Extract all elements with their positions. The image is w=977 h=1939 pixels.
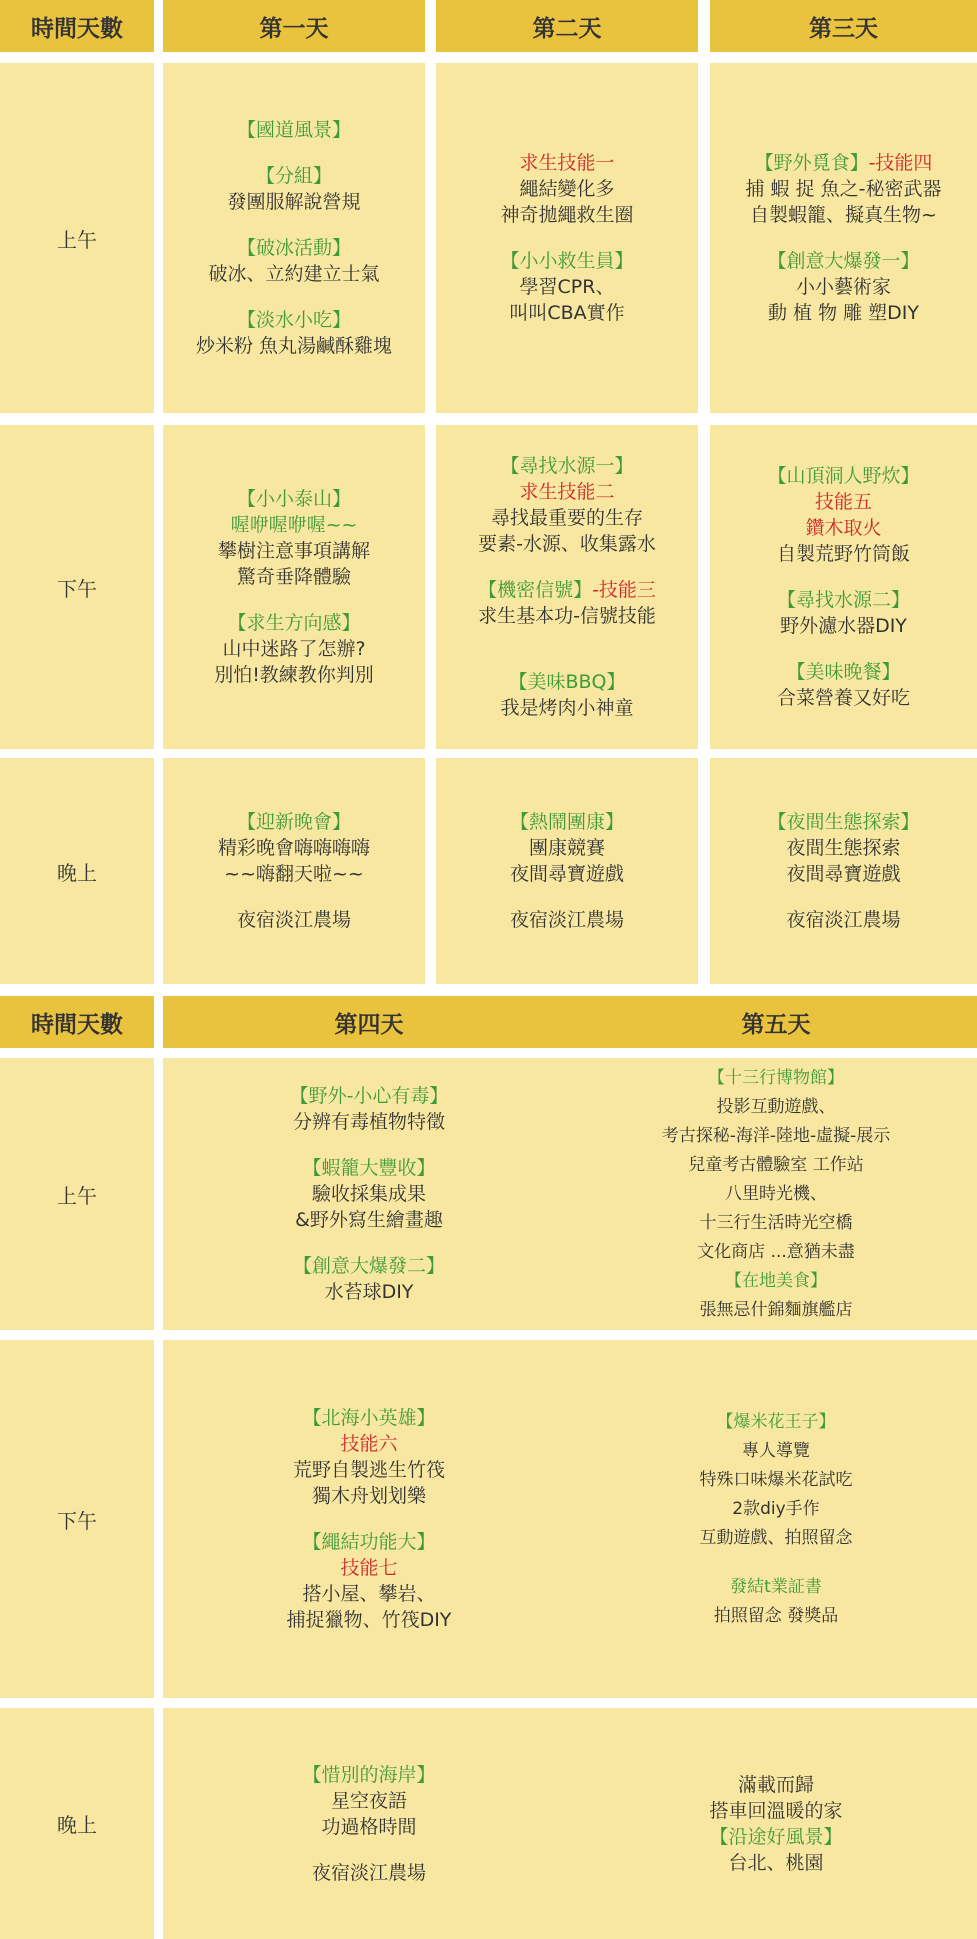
activity-line <box>519 479 614 505</box>
activity-line <box>500 695 633 721</box>
activity-line <box>700 1524 853 1553</box>
activity-line <box>227 610 360 636</box>
activity-text: 驚奇垂降體驗 <box>236 566 351 588</box>
activity-line <box>786 907 900 933</box>
activity-line <box>510 907 624 933</box>
activity-line <box>700 1209 853 1238</box>
activity-text: 破冰、立約建立士氣 <box>208 263 380 285</box>
header-label: 第五天 <box>741 1011 811 1038</box>
activity-text: 學習CPR、 <box>519 276 615 298</box>
time-day-header <box>0 0 154 52</box>
activity-line <box>500 202 633 228</box>
activity-line <box>750 202 937 228</box>
activity-text: 叫叫CBA實作 <box>509 302 625 324</box>
activity-line <box>742 1437 810 1466</box>
schedule-cell <box>163 63 425 413</box>
activity-line <box>293 1253 445 1279</box>
skill-label: 求生技能二 <box>519 481 615 503</box>
schedule-cell <box>163 425 425 749</box>
activity-line <box>510 861 624 887</box>
time-slot-label <box>0 758 154 984</box>
activity-title: 【分組】 <box>255 165 332 187</box>
activity-text: 特殊口味爆米花試吃 <box>699 1469 853 1490</box>
header-label: 第一天 <box>259 15 329 42</box>
activity-text: 拍照留念 發獎品 <box>713 1605 839 1626</box>
activity-line <box>786 835 900 861</box>
activity-line <box>290 1083 449 1109</box>
activity-line <box>786 659 900 685</box>
schedule-cell <box>436 758 698 984</box>
activity-line <box>728 1850 823 1876</box>
activity-text: ~~嗨翻天啦~~ <box>224 863 364 885</box>
activity-title: 【熱鬧團康】 <box>509 811 624 833</box>
activity-line <box>738 1772 814 1798</box>
activity-line <box>237 117 351 143</box>
activity-text: 專人導覽 <box>742 1440 810 1461</box>
activity-line <box>478 577 656 603</box>
activity-title: 【淡水小吃】 <box>236 309 351 331</box>
time-slot-text: 晚上 <box>57 860 97 885</box>
activity-title: 【創意大爆發二】 <box>292 1255 445 1277</box>
time-slot-label <box>0 63 154 413</box>
activity-text: 夜宿淡江農場 <box>236 909 351 931</box>
activity-line <box>237 235 351 261</box>
activity-text: 繩結變化多 <box>519 178 615 200</box>
activity-line <box>287 1607 452 1633</box>
activity-text: 小小藝術家 <box>795 276 891 298</box>
activity-line <box>725 1180 827 1209</box>
activity-text: 星空夜語 <box>330 1789 407 1812</box>
activity-line <box>520 274 615 300</box>
activity-line <box>302 1581 435 1607</box>
activity-title: 【創意大爆發一】 <box>767 250 920 272</box>
schedule-cell <box>575 1708 977 1939</box>
activity-line <box>218 835 370 861</box>
activity-line <box>312 1483 426 1509</box>
activity-text: 神奇拋繩救生圈 <box>500 204 634 226</box>
activity-title: 【國道風景】 <box>236 119 351 141</box>
activity-line <box>509 300 624 326</box>
activity-line <box>222 636 365 662</box>
activity-text: 團康競賽 <box>528 837 605 859</box>
activity-text: 夜間尋寶遊戲 <box>509 863 624 885</box>
activity-text: 尋找最重要的生存 <box>490 507 643 529</box>
activity-title: 【十三行博物館】 <box>708 1067 844 1088</box>
activity-line <box>340 1431 397 1457</box>
skill-label: 技能五 <box>814 491 872 513</box>
activity-line <box>746 176 942 202</box>
activity-line <box>688 1151 863 1180</box>
schedule-cell <box>163 758 425 984</box>
time-slot-label <box>0 1708 154 1939</box>
activity-line <box>478 603 656 629</box>
activity-line <box>730 1573 822 1602</box>
activity-text: 夜宿淡江農場 <box>509 909 624 931</box>
activity-line <box>295 1207 443 1233</box>
activity-text: 合菜營養又好吃 <box>776 687 910 709</box>
time-slot-label <box>0 425 154 749</box>
activity-line <box>302 1762 435 1788</box>
activity-line <box>708 1064 844 1093</box>
activity-line <box>312 1181 426 1207</box>
activity-text: 夜宿淡江農場 <box>786 909 901 931</box>
activity-line <box>777 685 910 711</box>
activity-title: 【爆米花王子】 <box>716 1411 836 1432</box>
activity-title: 【求生方向感】 <box>227 612 361 634</box>
header-label: 時間天數 <box>31 15 123 42</box>
activity-line <box>218 538 370 564</box>
activity-line <box>237 486 351 512</box>
activity-text: 精彩晚會嗨嗨嗨嗨 <box>217 837 370 859</box>
schedule-cell <box>436 63 698 413</box>
activity-text: 要素-水源、收集露水 <box>478 533 656 555</box>
skill-label: -技能四 <box>868 152 933 174</box>
skill-label: -技能三 <box>592 579 656 601</box>
activity-title: 【蝦籠大豐收】 <box>302 1157 436 1179</box>
header-label: 第二天 <box>532 15 602 42</box>
schedule-cell <box>163 1058 575 1330</box>
activity-text: 獨木舟划划樂 <box>311 1485 426 1507</box>
schedule-cell <box>436 425 698 749</box>
activity-line <box>780 613 907 639</box>
activity-line <box>725 1267 827 1296</box>
activity-line <box>815 489 872 515</box>
activity-line <box>700 1466 853 1495</box>
activity-text: 考古探秘-海洋-陸地-虛擬-展示 <box>661 1125 891 1146</box>
activity-text: 2款diy手作 <box>732 1498 820 1519</box>
activity-text: 分辨有毒植物特徵 <box>292 1111 445 1133</box>
activity-title: 【小小泰山】 <box>236 488 351 510</box>
activity-title: 【機密信號】 <box>478 579 593 601</box>
header-label: 時間天數 <box>31 1011 123 1038</box>
activity-line <box>510 809 624 835</box>
activity-line <box>302 1405 435 1431</box>
activity-line <box>662 1122 891 1151</box>
activity-title: 喔咿喔咿喔~~ <box>230 514 358 536</box>
activity-title: 【尋找水源一】 <box>500 455 634 477</box>
schedule-cell <box>710 758 977 984</box>
activity-text: 攀樹注意事項講解 <box>217 540 370 562</box>
activity-line <box>768 300 919 326</box>
skill-label: 技能七 <box>340 1557 398 1579</box>
activity-text: 互動遊戲、拍照留念 <box>699 1527 853 1548</box>
activity-text: 八里時光機、 <box>725 1183 827 1204</box>
day-header <box>710 0 977 52</box>
activity-line <box>325 1279 414 1305</box>
activity-line <box>500 248 633 274</box>
time-slot-label <box>0 1340 154 1698</box>
activity-title: 【沿途好風景】 <box>709 1825 843 1848</box>
activity-line <box>519 176 614 202</box>
activity-text: 炒米粉 魚丸湯鹹酥雞塊 <box>195 335 393 357</box>
activity-line <box>231 512 358 538</box>
activity-text: &野外寫生繪畫趣 <box>295 1209 443 1231</box>
activity-line <box>709 1824 842 1850</box>
activity-text: 搭小屋、攀岩、 <box>302 1583 436 1605</box>
activity-line <box>767 809 919 835</box>
activity-line <box>786 861 900 887</box>
activity-line <box>208 261 379 287</box>
activity-line <box>293 1457 445 1483</box>
header-label: 第三天 <box>809 15 878 42</box>
activity-line <box>700 1296 853 1325</box>
activity-line <box>732 1495 819 1524</box>
activity-title: 【夜間生態探索】 <box>767 811 920 833</box>
schedule-cell <box>710 63 977 413</box>
skill-label: 技能六 <box>340 1433 398 1455</box>
activity-line <box>237 307 351 333</box>
activity-line <box>237 907 351 933</box>
skill-label: 求生技能一 <box>519 152 615 174</box>
activity-line <box>519 150 614 176</box>
activity-line <box>340 1555 397 1581</box>
activity-line <box>227 189 360 215</box>
activity-line <box>256 163 332 189</box>
activity-title: 【惜別的海岸】 <box>302 1763 436 1786</box>
activity-text: 野外濾水器DIY <box>780 615 907 637</box>
activity-text: 滿載而歸 <box>737 1773 814 1796</box>
day-header <box>575 996 977 1048</box>
activity-line <box>796 274 891 300</box>
day-header <box>163 0 425 52</box>
schedule-cell <box>710 425 977 749</box>
day-header <box>436 0 698 52</box>
activity-text: 求生基本功-信號技能 <box>478 605 656 627</box>
schedule-cell <box>575 1058 977 1330</box>
schedule-cell <box>163 1708 575 1939</box>
activity-text: 台北、桃園 <box>728 1851 824 1874</box>
activity-line <box>237 564 351 590</box>
activity-line <box>717 1093 836 1122</box>
time-slot-text: 上午 <box>57 227 97 252</box>
activity-line <box>302 1529 435 1555</box>
activity-line <box>293 1109 445 1135</box>
activity-line <box>767 248 919 274</box>
activity-line <box>767 463 919 489</box>
time-slot-text: 下午 <box>57 1508 97 1533</box>
activity-text: 捕 蝦 捉 魚之-秘密武器 <box>745 178 942 200</box>
activity-title: 【美味BBQ】 <box>508 671 626 693</box>
activity-title: 【尋找水源二】 <box>776 589 910 611</box>
activity-text: 文化商店 ...意猶未盡 <box>697 1241 855 1262</box>
activity-line <box>805 515 881 541</box>
activity-text: 捕捉獵物、竹筏DIY <box>286 1609 452 1631</box>
activity-line <box>312 1860 426 1886</box>
activity-line <box>717 1408 836 1437</box>
activity-line <box>491 505 643 531</box>
activity-line <box>478 531 656 557</box>
activity-line <box>224 861 364 887</box>
activity-title: 【迎新晚會】 <box>236 811 351 833</box>
activity-text: 功過格時間 <box>321 1815 417 1838</box>
activity-title: 【破冰活動】 <box>236 237 351 259</box>
activity-text: 發團服解說營規 <box>227 191 361 213</box>
activity-title: 【小小救生員】 <box>500 250 634 272</box>
activity-text: 我是烤肉小神童 <box>500 697 634 719</box>
activity-text: 搭車回溫暖的家 <box>709 1799 843 1822</box>
activity-text: 夜宿淡江農場 <box>311 1861 426 1884</box>
activity-line <box>321 1814 416 1840</box>
activity-text: 荒野自製逃生竹筏 <box>292 1459 445 1481</box>
activity-line <box>697 1238 855 1267</box>
time-slot-text: 晚上 <box>57 1813 97 1837</box>
activity-title: 發結t業証書 <box>730 1576 822 1597</box>
activity-title: 【在地美食】 <box>725 1270 827 1291</box>
activity-line <box>196 333 392 359</box>
activity-text: 水苔球DIY <box>324 1281 414 1303</box>
activity-line <box>237 809 351 835</box>
activity-text: 山中迷路了怎辦? <box>222 638 366 660</box>
header-label: 第四天 <box>334 1011 404 1038</box>
activity-title: 【美味晚餐】 <box>786 661 901 683</box>
activity-text: 夜間生態探索 <box>786 837 901 859</box>
activity-text: 兒童考古體驗室 工作站 <box>688 1154 864 1175</box>
activity-title: 【野外覓食】 <box>754 152 869 174</box>
activity-line <box>302 1155 435 1181</box>
activity-text: 驗收採集成果 <box>311 1183 426 1205</box>
activity-title: 【野外-小心有毒】 <box>289 1085 449 1107</box>
time-slot-label <box>0 1058 154 1330</box>
schedule-cell <box>163 1340 575 1698</box>
time-slot-text: 上午 <box>57 1183 97 1208</box>
activity-text: 張無忌什錦麵旗艦店 <box>699 1299 853 1320</box>
activity-text: 夜間尋寶遊戲 <box>786 863 901 885</box>
activity-line <box>214 662 374 688</box>
schedule-cell <box>575 1340 977 1698</box>
activity-title: 【繩結功能大】 <box>302 1531 436 1553</box>
activity-title: 【北海小英雄】 <box>302 1407 436 1429</box>
activity-title: 【山頂洞人野炊】 <box>767 465 920 487</box>
activity-line <box>709 1798 842 1824</box>
activity-line <box>714 1602 838 1631</box>
activity-line <box>777 587 910 613</box>
activity-line <box>508 669 625 695</box>
activity-line <box>755 150 933 176</box>
time-day-header <box>0 996 154 1048</box>
activity-text: 動 植 物 雕 塑DIY <box>768 302 919 324</box>
activity-text: 別怕!教練教你判別 <box>214 664 374 686</box>
activity-line <box>777 541 910 567</box>
activity-text: 自製蝦籠、擬真生物~ <box>750 204 937 226</box>
activity-line <box>500 453 633 479</box>
activity-line <box>529 835 605 861</box>
day-header <box>163 996 575 1048</box>
activity-text: 投影互動遊戲、 <box>716 1096 836 1117</box>
skill-label: 鑽木取火 <box>805 517 882 539</box>
time-slot-text: 下午 <box>57 576 97 601</box>
activity-text: 十三行生活時光空橋 <box>699 1212 853 1233</box>
activity-line <box>331 1788 407 1814</box>
activity-text: 自製荒野竹筒飯 <box>776 543 910 565</box>
